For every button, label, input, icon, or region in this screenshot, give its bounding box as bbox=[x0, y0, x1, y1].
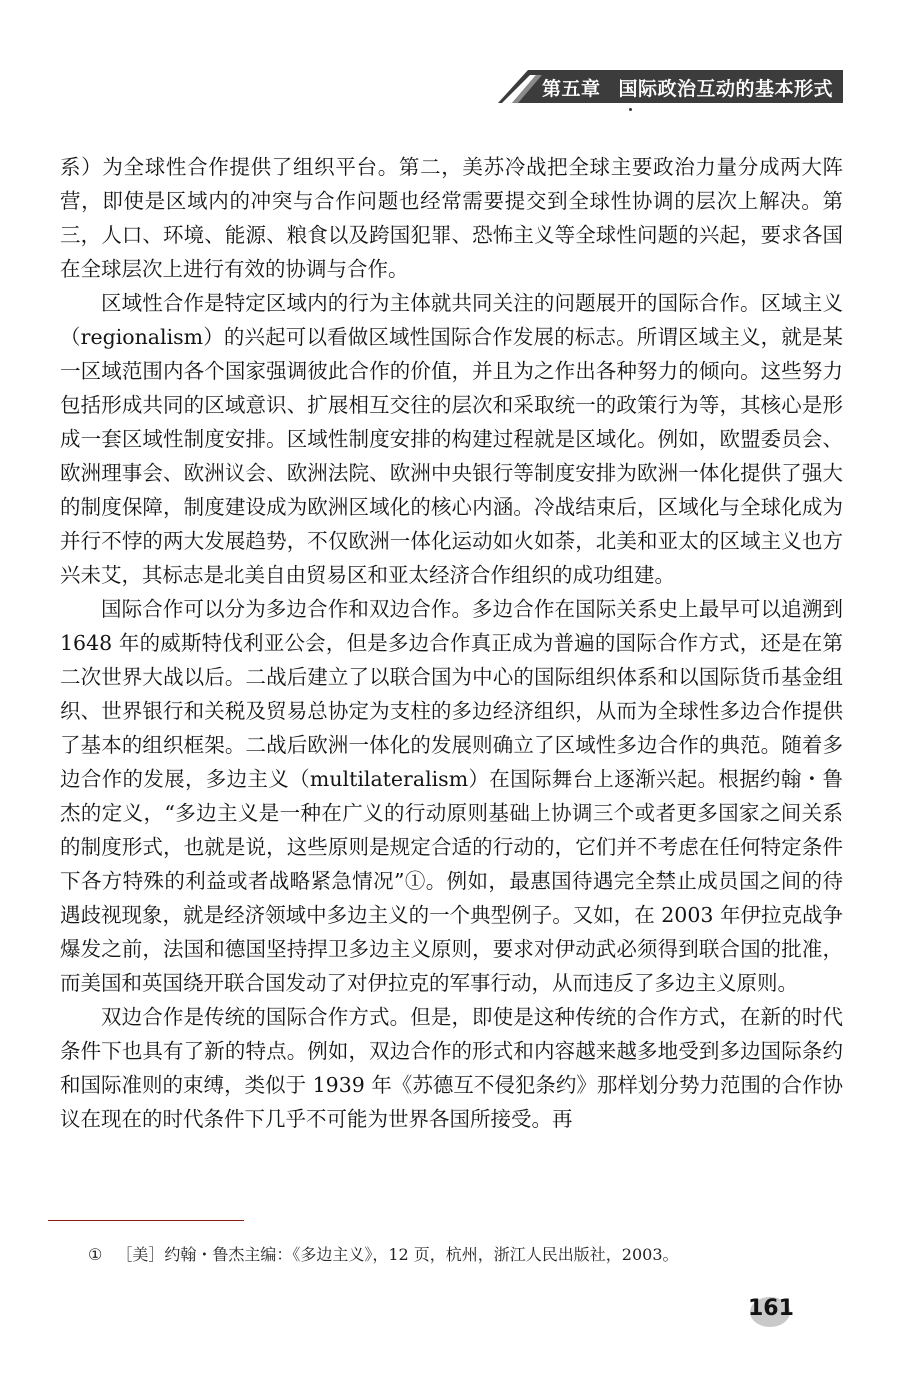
page-number: 161 bbox=[748, 1296, 794, 1321]
footnote-rule bbox=[48, 1220, 244, 1221]
header-dot bbox=[629, 108, 632, 111]
running-header bbox=[498, 70, 843, 103]
footnote-mark: ① bbox=[88, 1245, 103, 1264]
paragraph: 双边合作是传统的国际合作方式。但是，即使是这种传统的合作方式，在新的时代条件下也具有了新的特点。例如，双边合作的形式和内容越来越多地受到多边国际条约和国际准则的束缚，类似于 1939 年《苏德互不侵犯条约》那样划分势力范围的合作协议在现在的时代条件下几乎不可能为世界各国所接受。再 bbox=[60, 1005, 843, 1131]
paragraph: 国际合作可以分为多边合作和双边合作。多边合作在国际关系史上最早可以追溯到 1648 年的威斯特伐利亚公会，但是多边合作真正成为普遍的国际合作方式，还是在第二次世界大战以后。二战后建立了以联合国为中心的国际组织体系和以国际货币基金组织、世界银行和关税及贸易总协定为支柱的多边经济组织，从而为全球性多边合作提供了基本的组织框架。二战后欧洲一体化的发展则确立了区域性多边合作的典范。随着多边合作的发展，多边主义（multilateralism）在国际舞台上逐渐兴起。根据约翰・鲁杰的定义，“多边主义是一种在广义的行动原则基础上协调三个或者更多国家之间关系的制度形式，也就是说，这些原则是规定合适的行动的，它们并不考虑在任何特定条件下各方特殊的利益或者战略紧急情况”①。例如，最惠国待遇完全禁止成员国之间的待遇歧视现象，就是经济领域中多边主义的一个典型例子。又如，在 2003 年伊拉克战争爆发之前，法国和德国坚持捍卫多边主义原则，要求对伊动武必须得到联合国的批准，而美国和英国绕开联合国发动了对伊拉克的军事行动，从而违反了多边主义原则。 bbox=[60, 597, 843, 995]
footnote-text: ［美］约翰・鲁杰主编：《多边主义》，12 页，杭州，浙江人民出版社，2003。 bbox=[116, 1245, 679, 1264]
paragraph: 系）为全球性合作提供了组织平台。第二，美苏冷战把全球主要政治力量分成两大阵营，即使是区域内的冲突与合作问题也经常需要提交到全球性协调的层次上解决。第三，人口、环境、能源、粮食以及跨国犯罪、恐怖主义等全球性问题的兴起，要求各国在全球层次上进行有效的协调与合作。 bbox=[60, 155, 843, 281]
footnote bbox=[88, 1242, 679, 1265]
paragraph: 区域性合作是特定区域内的行为主体就共同关注的问题展开的国际合作。区域主义（regionalism）的兴起可以看做区域性国际合作发展的标志。所谓区域主义，就是某一区域范围内各个国家强调彼此合作的价值，并且为之作出各种努力的倾向。这些努力包括形成共同的区域意识、扩展相互交往的层次和采取统一的政策行为等，其核心是形成一套区域性制度安排。区域性制度安排的构建过程就是区域化。例如，欧盟委员会、欧洲理事会、欧洲议会、欧洲法院、欧洲中央银行等制度安排为欧洲一体化提供了强大的制度保障，制度建设成为欧洲区域化的核心内涵。冷战结束后，区域化与全球化成为并行不悖的两大发展趋势，不仅欧洲一体化运动如火如荼，北美和亚太的区域主义也方兴未艾，其标志是北美自由贸易区和亚太经济合作组织的成功组建。 bbox=[60, 291, 843, 587]
header-title bbox=[542, 74, 833, 101]
chapter-title: 国际政治互动的基本形式 bbox=[618, 78, 834, 100]
chapter-label: 第五章 bbox=[542, 78, 601, 100]
page-number-badge bbox=[748, 1292, 792, 1328]
body-text bbox=[60, 150, 843, 1136]
